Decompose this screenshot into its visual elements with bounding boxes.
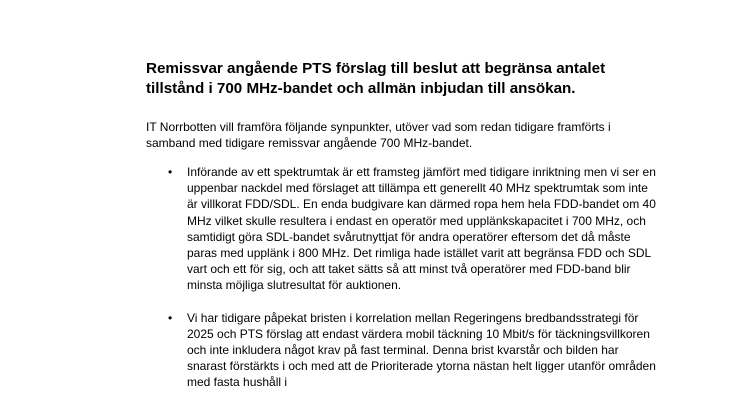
intro-paragraph: IT Norrbotten vill framföra följande synpunkter, utöver vad som redan tidigare framförts i samband med tidigare remissvar angående 700 MHz-bandet. (146, 120, 611, 151)
bullet-text: Införande av ett spektrumtak är ett framsteg jämfört med tidigare inriktning men vi ser en uppenbar nackdel med förslaget att tillämpa ett generellt 40 MHz spektrumtak som inte är villkorat FDD/SDL. En enda budgivare kan därmed ropa hem hela FDD-bandet om 40 MHz vilket skulle resultera i endast en operatör med upplänkskapacitet i 700 MHz, och samtidigt göra SDL-bandet svårutnyttjat för andra operatörer eftersom det då måste paras med upplänk i 800 MHz. Det rimliga hade istället varit att begränsa FDD och SDL vart och ett för sig, och att taket sätts så att minst två operatörer med FDD-band blir minsta möjliga slutresultat för auktionen. (187, 165, 656, 293)
bullet-list (146, 164, 676, 407)
document-title: Remissvar angående PTS förslag till beslut att begränsa antalet tillstånd i 700 MHz-bandet och allmän inbjudan till ansökan. (146, 60, 606, 97)
bullet-text: Vi har tidigare påpekat bristen i korrelation mellan Regeringens bredbandsstrategi för 2025 och PTS förslag att endast värdera mobil täckning 10 Mbit/s för täckningsvillkoren och inte inkludera något krav på fast terminal. Denna brist kvarstår och bilden har snarast förstärkts i och med att de Prioriterade ytorna nästan helt ligger utanför områden med fasta hushåll i (187, 310, 656, 390)
bullet-icon: • (168, 310, 173, 325)
bullet-icon: • (168, 165, 173, 179)
list-item (146, 310, 676, 391)
list-item (146, 164, 676, 294)
